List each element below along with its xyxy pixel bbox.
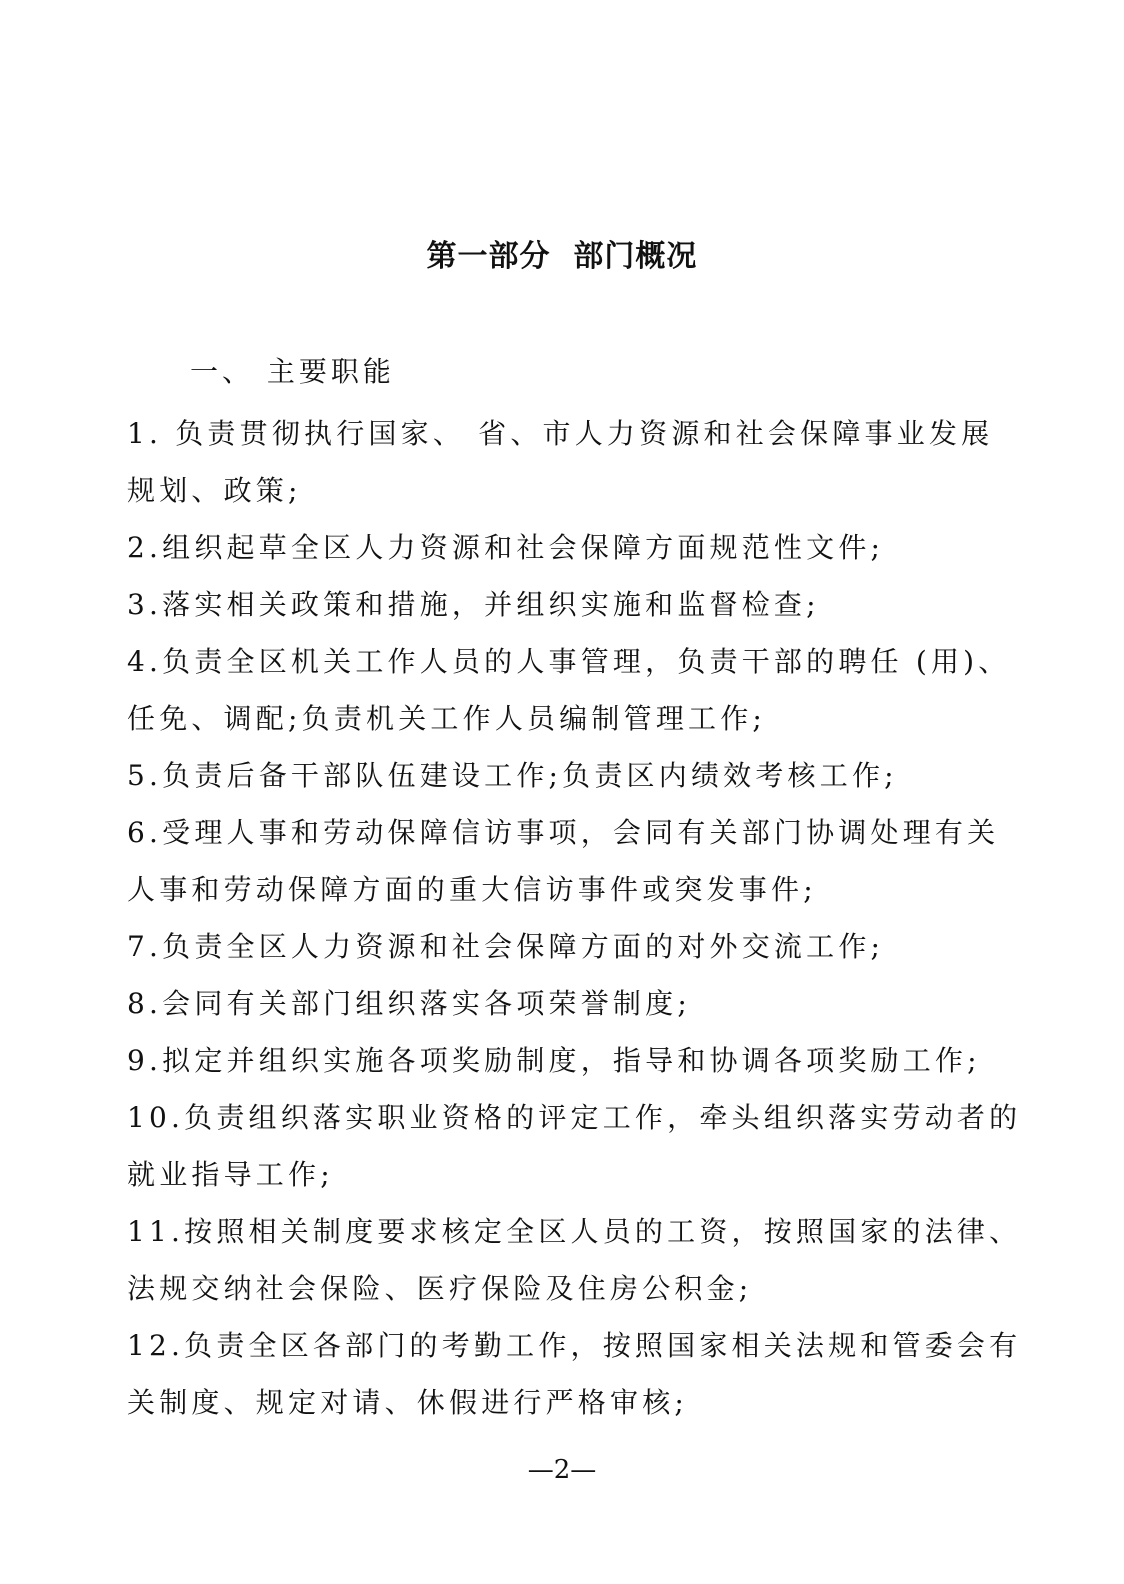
page-number: —2— bbox=[527, 1455, 597, 1485]
duty-item-2 bbox=[127, 519, 977, 576]
duty-line: 5.负责后备干部队伍建设工作;负责区内绩效考核工作; bbox=[127, 759, 898, 792]
duty-item-6 bbox=[127, 804, 1000, 918]
duty-line: 4.负责全区机关工作人员的人事管理，负责干部的聘任 (用)、 bbox=[127, 645, 1011, 678]
duty-line: 关制度、规定对请、休假进行严格审核; bbox=[127, 1386, 689, 1419]
duty-line: 6.受理人事和劳动保障信访事项，会同有关部门协调处理有关 bbox=[127, 816, 1000, 849]
duty-item-5 bbox=[127, 747, 977, 804]
duty-line: 11.按照相关制度要求核定全区人员的工资，按照国家的法律、 bbox=[127, 1215, 1022, 1248]
page-title: 第一部分 部门概况 bbox=[426, 239, 698, 274]
duty-line: 3.落实相关政策和措施，并组织实施和监督检查; bbox=[127, 588, 820, 621]
duty-item-9 bbox=[127, 1032, 981, 1089]
duty-item-4 bbox=[127, 633, 1011, 747]
duty-line: 1. 负责贯彻执行国家、 省、市人力资源和社会保障事业发展 bbox=[127, 417, 994, 450]
duty-item-3 bbox=[127, 576, 977, 633]
duty-item-12 bbox=[127, 1317, 1022, 1431]
duty-line: 规划、政策; bbox=[127, 474, 302, 507]
duty-item-11 bbox=[127, 1203, 1022, 1317]
duty-line: 7.负责全区人力资源和社会保障方面的对外交流工作; bbox=[127, 930, 885, 963]
duty-line: 8.会同有关部门组织落实各项荣誉制度; bbox=[127, 987, 691, 1020]
duty-line: 12.负责全区各部门的考勤工作，按照国家相关法规和管委会有 bbox=[127, 1329, 1022, 1362]
duty-line: 人事和劳动保障方面的重大信访事件或突发事件; bbox=[127, 873, 817, 906]
duty-line: 10.负责组织落实职业资格的评定工作，牵头组织落实劳动者的 bbox=[127, 1101, 1022, 1134]
duty-line: 2.组织起草全区人力资源和社会保障方面规范性文件; bbox=[127, 531, 885, 564]
duty-item-10 bbox=[127, 1089, 1022, 1203]
duty-item-8 bbox=[127, 975, 977, 1032]
duty-item-1 bbox=[127, 405, 994, 519]
duty-line: 就业指导工作; bbox=[127, 1158, 334, 1191]
duty-item-7 bbox=[127, 918, 977, 975]
duty-list bbox=[127, 405, 1022, 1431]
duty-line: 法规交纳社会保险、医疗保险及住房公积金; bbox=[127, 1272, 753, 1305]
duty-line: 9.拟定并组织实施各项奖励制度，指导和协调各项奖励工作; bbox=[127, 1044, 981, 1077]
section-heading: 一、 主要职能 bbox=[190, 355, 395, 388]
duty-line: 任免、调配;负责机关工作人员编制管理工作; bbox=[127, 702, 767, 735]
